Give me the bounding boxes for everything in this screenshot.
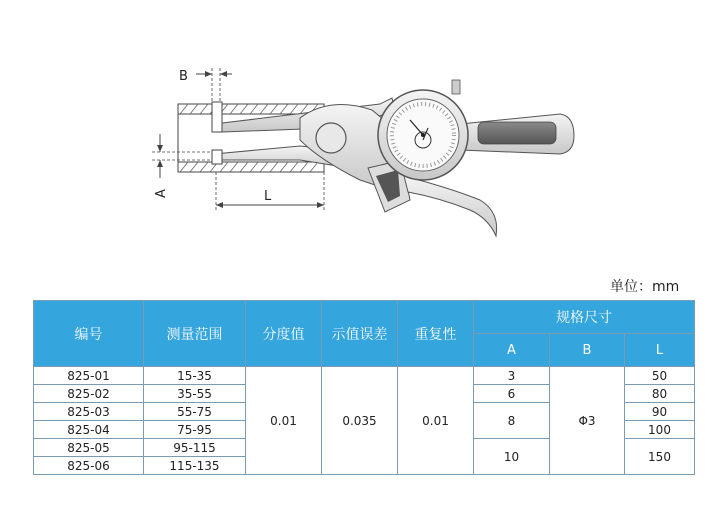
repeatability-cell: 0.01 bbox=[398, 367, 474, 475]
dimension-b-label: B bbox=[179, 69, 188, 84]
spec-table bbox=[33, 300, 695, 475]
b-cell: Φ3 bbox=[550, 367, 625, 475]
code-cell: 825-06 bbox=[34, 457, 144, 475]
l-cell: 50 bbox=[625, 367, 695, 385]
range-cell: 115-135 bbox=[144, 457, 246, 475]
code-cell: 825-04 bbox=[34, 421, 144, 439]
header-code: 编号 bbox=[34, 301, 144, 367]
a-cell: 3 bbox=[474, 367, 550, 385]
l-cell: 90 bbox=[625, 403, 695, 421]
error-cell: 0.035 bbox=[322, 367, 398, 475]
table-row bbox=[34, 367, 695, 385]
a-cell: 8 bbox=[474, 403, 550, 439]
l-cell: 100 bbox=[625, 421, 695, 439]
range-cell: 95-115 bbox=[144, 439, 246, 457]
dimension-a-label: A bbox=[154, 189, 169, 198]
code-cell: 825-02 bbox=[34, 385, 144, 403]
l-cell: 80 bbox=[625, 385, 695, 403]
range-cell: 15-35 bbox=[144, 367, 246, 385]
header-a: A bbox=[474, 334, 550, 367]
range-cell: 35-55 bbox=[144, 385, 246, 403]
dimension-l-label: L bbox=[264, 189, 272, 204]
dimension-b bbox=[179, 68, 232, 104]
a-cell: 6 bbox=[474, 385, 550, 403]
unit-label: 单位：mm bbox=[610, 279, 680, 295]
resolution-cell: 0.01 bbox=[246, 367, 322, 475]
code-cell: 825-01 bbox=[34, 367, 144, 385]
a-cell: 10 bbox=[474, 439, 550, 475]
header-resolution: 分度值 bbox=[246, 301, 322, 367]
dimension-l bbox=[216, 172, 324, 210]
header-spec: 规格尺寸 bbox=[474, 301, 695, 334]
header-b: B bbox=[550, 334, 625, 367]
range-cell: 75-95 bbox=[144, 421, 246, 439]
code-cell: 825-03 bbox=[34, 403, 144, 421]
dial-gauge bbox=[378, 80, 468, 180]
code-cell: 825-05 bbox=[34, 439, 144, 457]
header-repeatability: 重复性 bbox=[398, 301, 474, 367]
header-error: 示值误差 bbox=[322, 301, 398, 367]
l-cell: 150 bbox=[625, 439, 695, 475]
range-cell: 55-75 bbox=[144, 403, 246, 421]
header-range: 测量范围 bbox=[144, 301, 246, 367]
header-l: L bbox=[625, 334, 695, 367]
